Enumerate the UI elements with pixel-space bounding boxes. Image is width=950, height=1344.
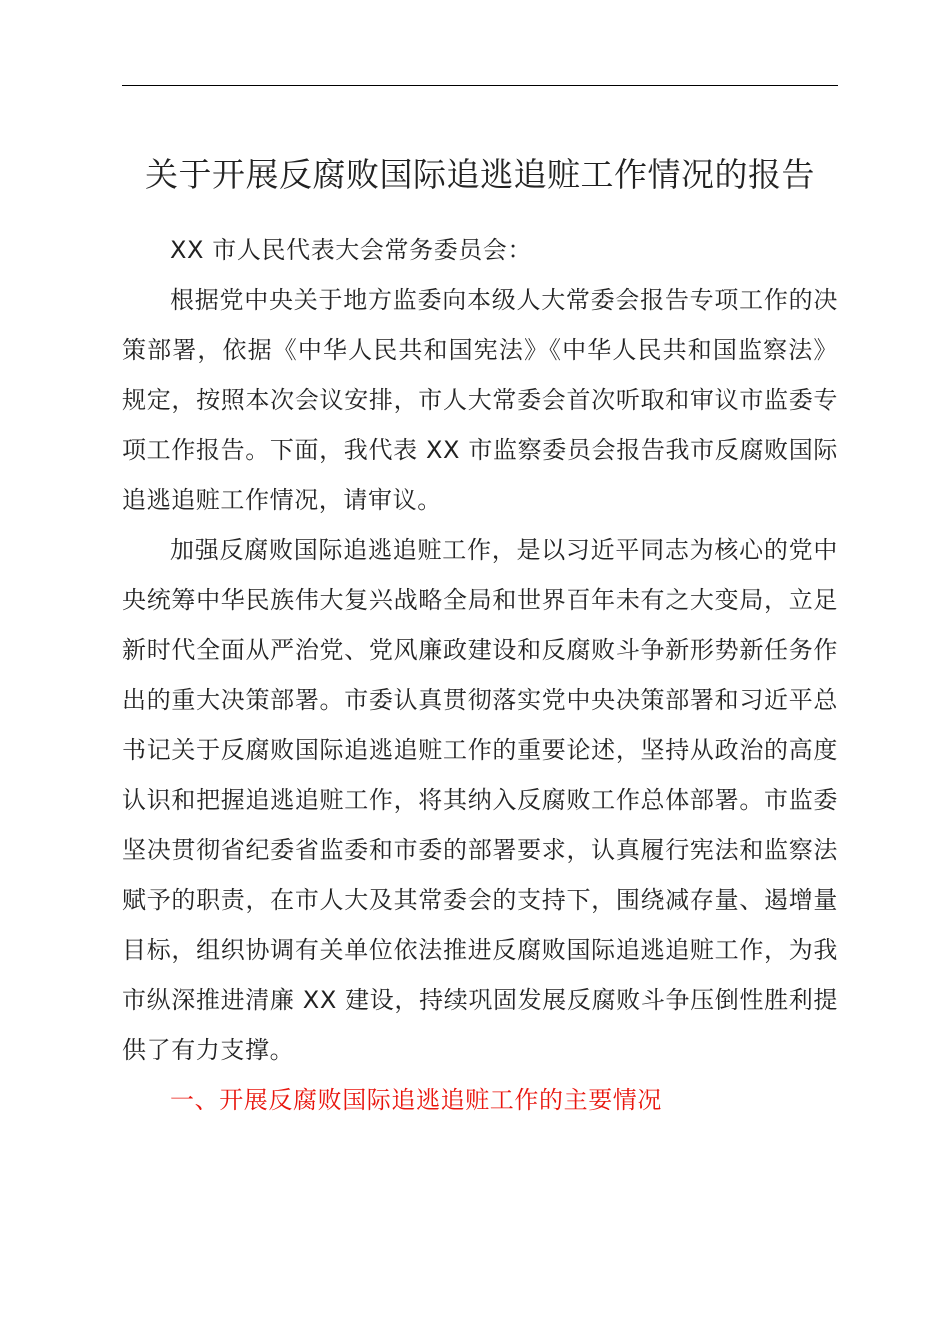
paragraph-1: 根据党中央关于地方监委向本级人大常委会报告专项工作的决策部署，依据《中华人民共和国宪法》《中华人民共和国监察法》规定，按照本次会议安排，市人大常委会首次听取和审议市监委专项工作报告。下面，我代表 XX 市监察委员会报告我市反腐败国际追逃追赃工作情况，请审议。 bbox=[122, 286, 838, 514]
header-rule bbox=[122, 85, 838, 86]
section-heading: 一、开展反腐败国际追逃追赃工作的主要情况 bbox=[170, 1086, 662, 1114]
document-title: 关于开展反腐败国际追逃追赃工作情况的报告 bbox=[145, 155, 815, 194]
paragraph-2: 加强反腐败国际追逃追赃工作，是以习近平同志为核心的党中央统筹中华民族伟大复兴战略全局和世界百年未有之大变局，立足新时代全面从严治党、党风廉政建设和反腐败斗争新形势新任务作出的重大决策部署。市委认真贯彻落实党中央决策部署和习近平总书记关于反腐败国际追逃追赃工作的重要论述，坚持从政治的高度认识和把握追逃追赃工作，将其纳入反腐败工作总体部署。市监委坚决贯彻省纪委省监委和市委的部署要求，认真履行宪法和监察法赋予的职责，在市人大及其常委会的支持下，围绕减存量、遏增量目标，组织协调有关单位依法推进反腐败国际追逃追赃工作，为我市纵深推进清廉 XX 建设，持续巩固发展反腐败斗争压倒性胜利提供了有力支撑。 bbox=[122, 536, 838, 1064]
document-body bbox=[122, 225, 838, 1125]
salutation: XX 市人民代表大会常务委员会： bbox=[170, 236, 533, 264]
